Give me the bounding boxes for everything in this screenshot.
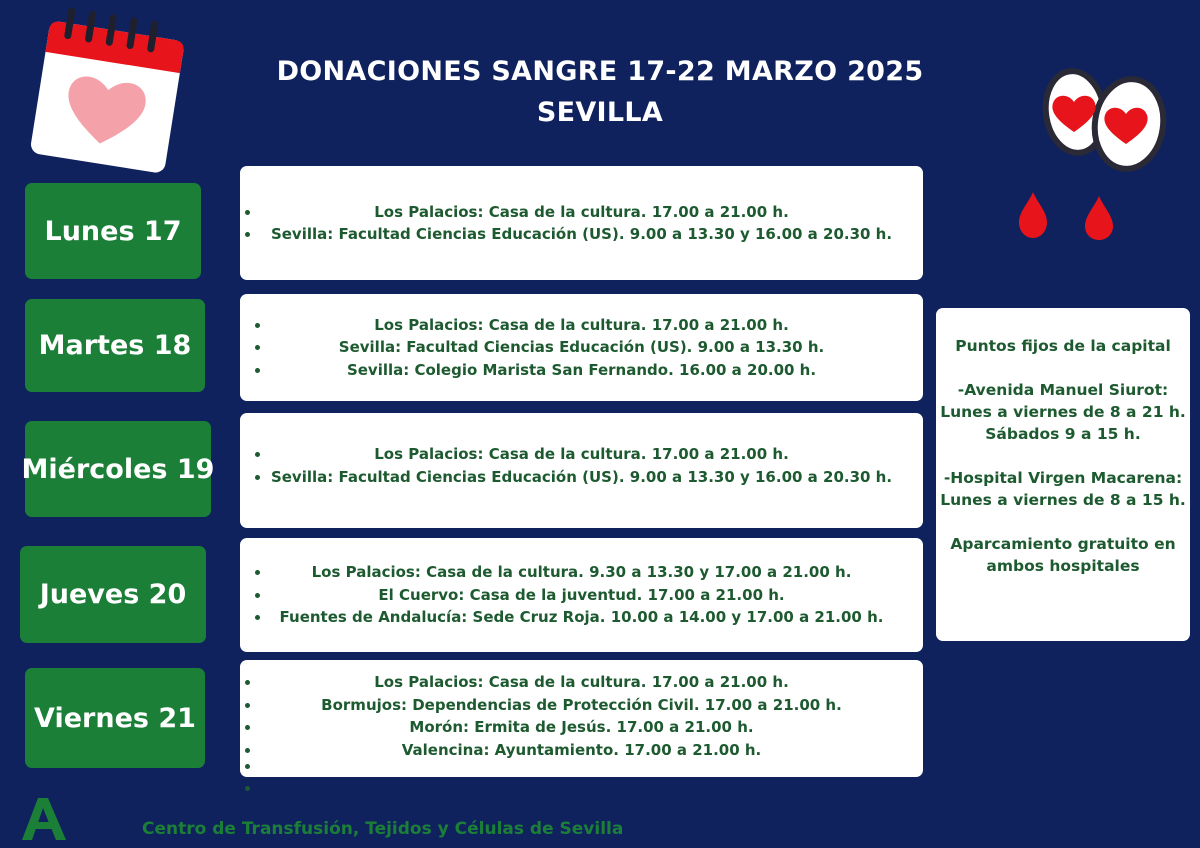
list-item: Sevilla: Facultad Ciencias Educación (US). 9.00 a 13.30 y 16.00 a 20.30 h.: [240, 466, 923, 489]
list-item: Valencina: Ayuntamiento. 17.00 a 21.00 h.: [240, 739, 923, 762]
parking-note: Aparcamiento gratuito en: [950, 535, 1176, 553]
junta-andalucia-logo: [18, 796, 70, 842]
list-item: El Cuervo: Casa de la juventud. 17.00 a 21.00 h.: [240, 584, 923, 607]
day-label-thursday: Jueves 20: [20, 546, 206, 643]
day-label-monday: Lunes 17: [25, 183, 201, 279]
heart-eyes-icon: [1040, 66, 1172, 176]
list-item: Sevilla: Facultad Ciencias Educación (US). 9.00 a 13.30 h.: [240, 336, 923, 359]
site-hours: Lunes a viernes de 8 a 15 h.: [940, 491, 1186, 509]
list-item: Los Palacios: Casa de la cultura. 17.00 a 21.00 h.: [240, 443, 923, 466]
list-item: Morón: Ermita de Jesús. 17.00 a 21.00 h.: [240, 716, 923, 739]
schedule-panel-wednesday: [240, 413, 923, 528]
blood-drop-icon: [1015, 190, 1115, 242]
list-item: Los Palacios: Casa de la cultura. 17.00 a 21.00 h.: [240, 671, 923, 694]
parking-note: ambos hospitales: [986, 557, 1140, 575]
list-item: Fuentes de Andalucía: Sede Cruz Roja. 10.00 a 14.00 y 17.00 a 21.00 h.: [240, 606, 923, 629]
day-label-tuesday: Martes 18: [25, 299, 205, 392]
fixed-points-heading: Puntos fijos de la capital: [955, 337, 1171, 355]
list-item: Los Palacios: Casa de la cultura. 9.30 a 13.30 y 17.00 a 21.00 h.: [240, 561, 923, 584]
calendar-heart-icon: [22, 6, 192, 178]
site-hours: Lunes a viernes de 8 a 21 h.: [940, 403, 1186, 421]
schedule-panel-tuesday: [240, 294, 923, 401]
list-item: Los Palacios: Casa de la cultura. 17.00 a 21.00 h.: [240, 201, 923, 224]
list-item: Sevilla: Facultad Ciencias Educación (US). 9.00 a 13.30 y 16.00 a 20.30 h.: [240, 223, 923, 246]
day-label-friday: Viernes 21: [25, 668, 205, 768]
empty-bullet: [245, 786, 250, 791]
page-subtitle: SEVILLA: [536, 97, 664, 128]
site-hours: Sábados 9 a 15 h.: [985, 425, 1141, 443]
schedule-panel-monday: [240, 166, 923, 280]
site-name: -Avenida Manuel Siurot:: [957, 381, 1169, 399]
empty-bullet: [245, 764, 250, 769]
list-item: Sevilla: Colegio Marista San Fernando. 16.00 a 20.00 h.: [240, 359, 923, 382]
list-item: Los Palacios: Casa de la cultura. 17.00 a 21.00 h.: [240, 314, 923, 337]
list-item: Bormujos: Dependencias de Protección Civil. 17.00 a 21.00 h.: [240, 694, 923, 717]
day-label-wednesday: Miércoles 19: [25, 421, 211, 517]
site-name: -Hospital Virgen Macarena:: [943, 469, 1183, 487]
page-title: DONACIONES SANGRE 17-22 MARZO 2025: [276, 56, 924, 87]
schedule-panel-thursday: [240, 538, 923, 652]
footer-organization: Centro de Transfusión, Tejidos y Células de Sevilla: [142, 819, 624, 839]
schedule-panel-friday: [240, 660, 923, 777]
fixed-points-panel: [936, 308, 1190, 641]
